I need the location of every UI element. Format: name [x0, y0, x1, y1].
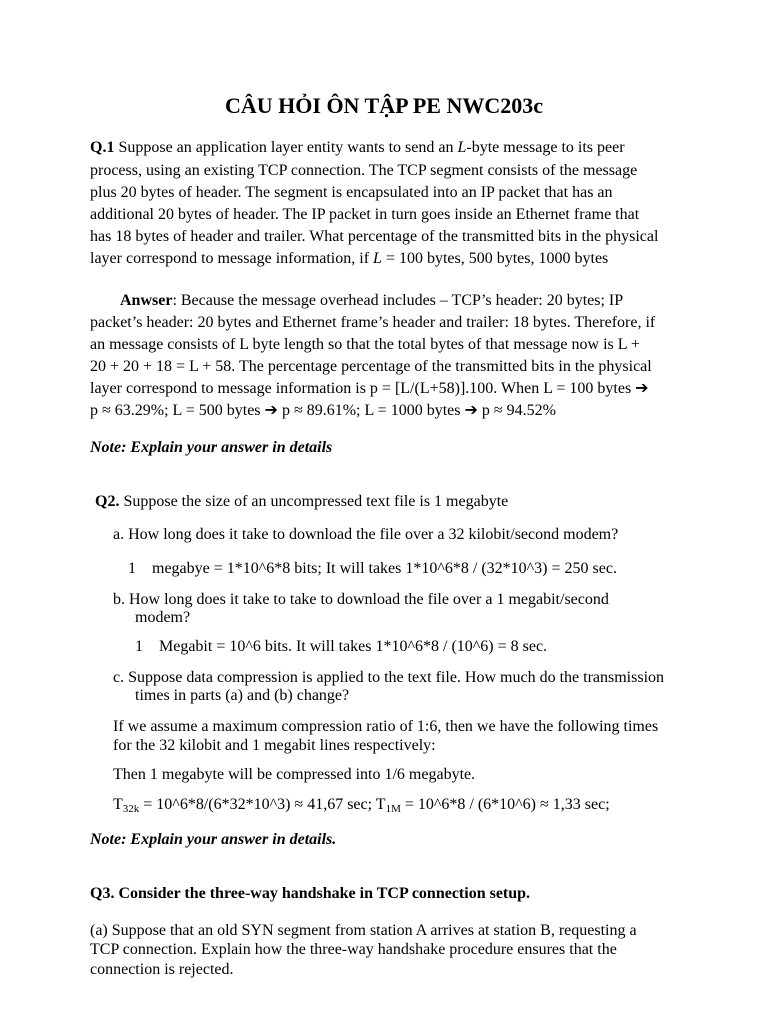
q2-b-question-line-2: modem?: [135, 609, 191, 626]
q2-a-question: a. How long does it take to download the file over a 32 kilobit/second modem?: [113, 526, 619, 543]
q1-answer-line-4: 20 + 20 + 18 = L + 58. The percentage percentage of the transmitted bits in the physical: [90, 358, 652, 375]
q2-c-answer-line-1: If we assume a maximum compression ratio of 1:6, then we have the following times: [113, 718, 659, 735]
q1-label: Q.1: [90, 139, 115, 156]
q2-c-question-line-2: times in parts (a) and (b) change?: [135, 687, 350, 704]
q2-c-formula: T32k = 10^6*8/(6*32*10^3) ≈ 41,67 sec; T1M = 10^6*8 / (6*10^6) ≈ 1,33 sec;: [113, 796, 610, 815]
q1-line-2: process, using an existing TCP connection. The TCP segment consists of the message: [90, 162, 638, 179]
q2-b-answer: 1 Megabit = 10^6 bits. It will takes 1*10^6*8 / (10^6) = 8 sec.: [135, 638, 548, 655]
q2-note: Note: Explain your answer in details.: [90, 831, 337, 848]
q1-answer-line-2: packet’s header: 20 bytes and Ethernet frame’s header and trailer: 18 bytes. Therefore, if: [90, 314, 656, 331]
q1-line-4: additional 20 bytes of header. The IP packet in turn goes inside an Ethernet frame that: [90, 206, 640, 223]
q2-c-question-line-1: c. Suppose data compression is applied to the text file. How much do the transmission: [113, 669, 665, 686]
q3-a-line-1: (a) Suppose that an old SYN segment from station A arrives at station B, requesting a: [90, 922, 637, 939]
q3-a-line-2: TCP connection. Explain how the three-way handshake procedure ensures that the: [90, 941, 617, 958]
q1-answer-line-1: Anwser: Because the message overhead includes – TCP’s header: 20 bytes; IP: [120, 292, 624, 309]
q1-answer-line-6: p ≈ 63.29%; L = 500 bytes ➔ p ≈ 89.61%; L = 1000 bytes ➔ p ≈ 94.52%: [90, 402, 556, 419]
q1-answer-line-5: layer correspond to message information is p = [L/(L+58)].100. When L = 100 bytes ➔: [90, 380, 649, 397]
answer-label: Anwser: [120, 292, 173, 309]
q2-c-answer-line-2: for the 32 kilobit and 1 megabit lines respectively:: [113, 737, 436, 754]
q2-a-answer: 1 megabye = 1*10^6*8 bits; It will takes 1*10^6*8 / (32*10^3) = 250 sec.: [128, 560, 617, 577]
q2-label: Q2.: [95, 493, 120, 510]
q1-line-5: has 18 bytes of header and trailer. What percentage of the transmitted bits in the physical: [90, 228, 659, 245]
q2-b-question-line-1: b. How long does it take to take to download the file over a 1 megabit/second: [113, 591, 609, 608]
q3-heading: Q3. Consider the three-way handshake in TCP connection setup.: [90, 885, 531, 902]
q3-a-line-3: connection is rejected.: [90, 961, 234, 978]
page-title: CÂU HỎI ÔN TẬP PE NWC203c: [225, 93, 543, 118]
q1-note: Note: Explain your answer in details: [90, 439, 333, 456]
q1-answer-line-3: an message consists of L byte length so that the total bytes of that message now is L +: [90, 336, 640, 353]
q2-c-answer-line-3: Then 1 megabyte will be compressed into 1/6 megabyte.: [113, 766, 476, 783]
q2-question: Q2. Suppose the size of an uncompressed text file is 1 megabyte: [95, 493, 509, 510]
q1-line-3: plus 20 bytes of header. The segment is encapsulated into an IP packet that has an: [90, 184, 613, 201]
q1-line-1: Q.1 Suppose an application layer entity wants to send an L-byte message to its peer: [90, 139, 625, 156]
q1-line-6: layer correspond to message information, if L = 100 bytes, 500 bytes, 1000 bytes: [90, 250, 609, 267]
